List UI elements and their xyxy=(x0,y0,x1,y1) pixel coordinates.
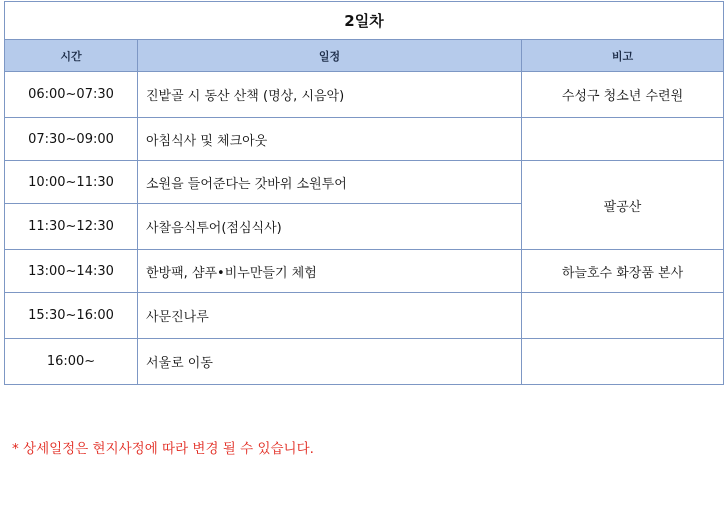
table-row xyxy=(5,293,724,339)
schedule-cell: 아침식사 및 체크아웃 xyxy=(138,118,522,161)
schedule-cell: 진밭골 시 동산 산책 (명상, 시음악) xyxy=(138,72,522,118)
table-row xyxy=(5,72,724,118)
footnote: * 상세일정은 현지사정에 따라 변경 될 수 있습니다. xyxy=(12,441,314,457)
note-cell-empty xyxy=(522,118,724,161)
time-cell: 13:00~14:30 xyxy=(5,250,138,293)
note-cell: 팔공산 xyxy=(522,161,724,250)
table-row xyxy=(5,339,724,385)
schedule-cell: 서울로 이동 xyxy=(138,339,522,385)
time-cell: 07:30~09:00 xyxy=(5,118,138,161)
time-cell: 15:30~16:00 xyxy=(5,293,138,339)
header-time: 시간 xyxy=(5,40,138,72)
time-cell: 11:30~12:30 xyxy=(5,204,138,250)
note-cell-empty xyxy=(522,339,724,385)
table-row xyxy=(5,118,724,161)
day-title: 2일차 xyxy=(5,2,724,40)
header-note: 비고 xyxy=(522,40,724,72)
time-cell: 06:00~07:30 xyxy=(5,72,138,118)
note-cell-empty xyxy=(522,293,724,339)
time-cell: 10:00~11:30 xyxy=(5,161,138,204)
schedule-cell: 사찰음식투어(점심식사) xyxy=(138,204,522,250)
schedule-table xyxy=(4,1,724,385)
note-cell: 수성구 청소년 수련원 xyxy=(522,72,724,118)
header-schedule: 일정 xyxy=(138,40,522,72)
time-cell: 16:00~ xyxy=(5,339,138,385)
schedule-cell: 소원을 들어준다는 갓바위 소원투어 xyxy=(138,161,522,204)
header-row xyxy=(5,40,724,72)
note-cell: 하늘호수 화장품 본사 xyxy=(522,250,724,293)
table-row xyxy=(5,250,724,293)
schedule-cell: 한방팩, 샴푸•비누만들기 체험 xyxy=(138,250,522,293)
table-row xyxy=(5,161,724,204)
schedule-cell: 사문진나루 xyxy=(138,293,522,339)
